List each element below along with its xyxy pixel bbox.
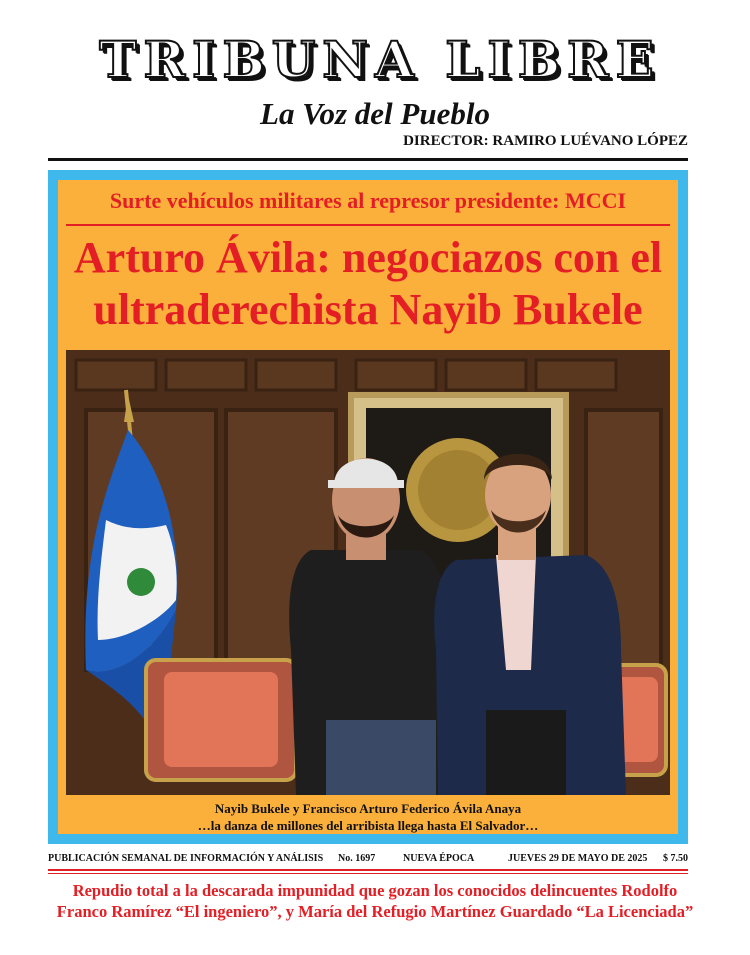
cover-headline	[58, 232, 678, 336]
caption-line-2: …la danza de millones del arribista llega hasta El Salvador…	[197, 818, 539, 833]
director-line: DIRECTOR: RAMIRO LUÉVANO LÓPEZ	[403, 133, 688, 149]
headline-line-2: ultraderechista Nayib Bukele	[93, 285, 643, 334]
masthead-divider	[48, 158, 688, 161]
footer-headline-line-2: Franco Ramírez “El ingeniero”, y María del Refugio Martínez Guardado “La Licenciada”	[56, 902, 694, 921]
cover-photo-illustration	[66, 350, 670, 795]
footer-headline-line-1: Repudio total a la descarada impunidad que gozan los conocidos delincuentes Rodolfo	[72, 881, 678, 900]
newspaper-title: TRIBUNA LIBRE	[99, 30, 661, 89]
footer-headline	[40, 880, 710, 922]
photo-caption	[58, 800, 678, 834]
cover-panel	[58, 180, 678, 834]
footer-divider	[48, 869, 688, 871]
issue-price: $ 7.50	[663, 853, 688, 864]
headline-line-1: Arturo Ávila: negociazos con el	[73, 233, 663, 282]
footer-divider-thin	[48, 873, 688, 874]
masthead	[0, 30, 750, 90]
kicker-divider	[66, 224, 670, 226]
cover-kicker: Surte vehículos militares al represor presidente: MCCI	[109, 188, 627, 213]
issue-date: JUEVES 29 DE MAYO DE 2025	[508, 853, 648, 864]
caption-line-1: Nayib Bukele y Francisco Arturo Federico Ávila Anaya	[214, 801, 522, 816]
publication-description: PUBLICACIÓN SEMANAL DE INFORMACIÓN Y ANÁLISIS	[48, 853, 324, 864]
cover-photo	[66, 350, 670, 795]
newspaper-subtitle: La Voz del Pueblo	[260, 96, 490, 131]
issue-number: No. 1697	[338, 853, 376, 864]
edition-epoch: NUEVA ÉPOCA	[403, 853, 475, 864]
